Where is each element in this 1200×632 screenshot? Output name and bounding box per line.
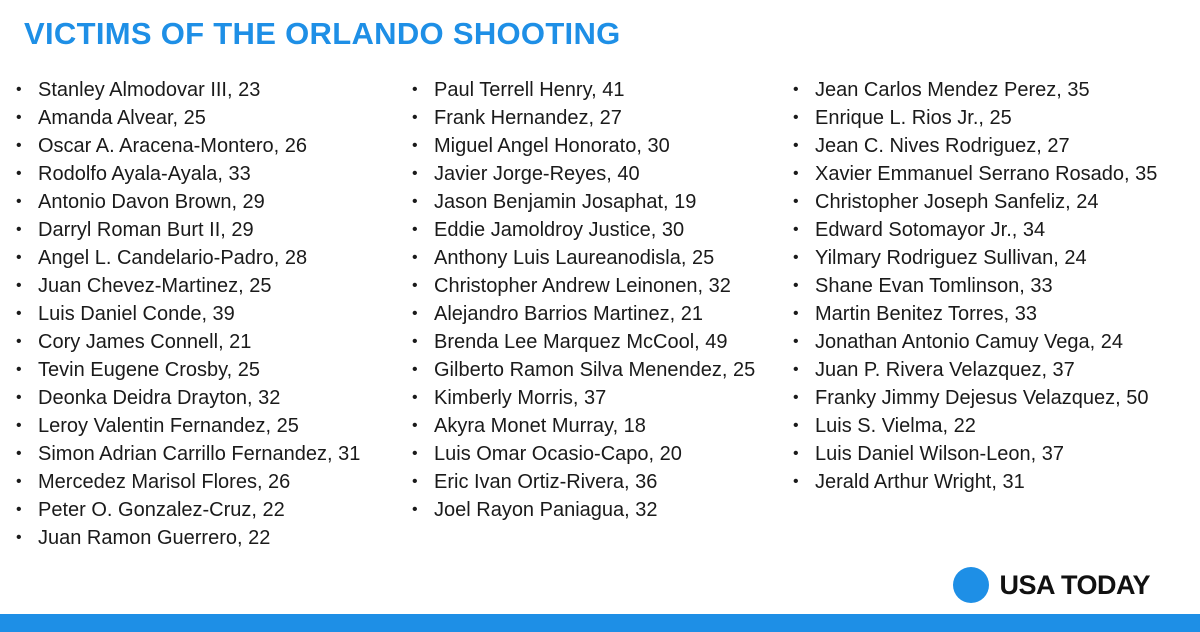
bullet-icon: • bbox=[412, 109, 418, 126]
victim-name: Mercedez Marisol Flores, 26 bbox=[38, 471, 291, 493]
list-item bbox=[787, 160, 1187, 188]
victim-name: Deonka Deidra Drayton, 32 bbox=[38, 387, 281, 409]
list-item bbox=[10, 160, 402, 188]
victim-name: Luis S. Vielma, 22 bbox=[815, 415, 976, 437]
victims-column-3 bbox=[787, 76, 1187, 496]
list-item bbox=[787, 440, 1187, 468]
list-item bbox=[406, 440, 782, 468]
list-item bbox=[406, 216, 782, 244]
bullet-icon: • bbox=[793, 417, 799, 434]
victim-name: Leroy Valentin Fernandez, 25 bbox=[38, 415, 299, 437]
usa-today-logo bbox=[953, 567, 1150, 603]
victim-name: Alejandro Barrios Martinez, 21 bbox=[434, 303, 704, 325]
bullet-icon: • bbox=[793, 333, 799, 350]
list-item bbox=[10, 468, 402, 496]
bullet-icon: • bbox=[16, 417, 22, 434]
list-item bbox=[10, 132, 402, 160]
list-item bbox=[406, 272, 782, 300]
bullet-icon: • bbox=[793, 193, 799, 210]
victim-name: Christopher Andrew Leinonen, 32 bbox=[434, 275, 731, 297]
victim-name: Luis Daniel Conde, 39 bbox=[38, 303, 235, 325]
victim-name: Christopher Joseph Sanfeliz, 24 bbox=[815, 191, 1099, 213]
victim-name: Tevin Eugene Crosby, 25 bbox=[38, 359, 260, 381]
list-item bbox=[10, 440, 402, 468]
bullet-icon: • bbox=[793, 389, 799, 406]
victim-name: Yilmary Rodriguez Sullivan, 24 bbox=[815, 247, 1087, 269]
list-item bbox=[10, 412, 402, 440]
bullet-icon: • bbox=[16, 445, 22, 462]
bullet-icon: • bbox=[16, 529, 22, 546]
list-item bbox=[406, 300, 782, 328]
victim-name: Miguel Angel Honorato, 30 bbox=[434, 135, 670, 157]
victim-name: Stanley Almodovar III, 23 bbox=[38, 79, 261, 101]
bullet-icon: • bbox=[16, 165, 22, 182]
bullet-icon: • bbox=[793, 445, 799, 462]
bullet-icon: • bbox=[412, 361, 418, 378]
list-item bbox=[10, 384, 402, 412]
bullet-icon: • bbox=[793, 473, 799, 490]
victim-name: Joel Rayon Paniagua, 32 bbox=[434, 499, 658, 521]
bullet-icon: • bbox=[16, 81, 22, 98]
victim-name: Eric Ivan Ortiz-Rivera, 36 bbox=[434, 471, 658, 493]
bullet-icon: • bbox=[16, 277, 22, 294]
bullet-icon: • bbox=[16, 333, 22, 350]
bullet-icon: • bbox=[16, 389, 22, 406]
bullet-icon: • bbox=[793, 249, 799, 266]
victim-name: Shane Evan Tomlinson, 33 bbox=[815, 275, 1053, 297]
list-item bbox=[787, 300, 1187, 328]
list-item bbox=[406, 160, 782, 188]
bullet-icon: • bbox=[412, 473, 418, 490]
victim-name: Jean C. Nives Rodriguez, 27 bbox=[815, 135, 1070, 157]
victim-name: Oscar A. Aracena-Montero, 26 bbox=[38, 135, 308, 157]
bullet-icon: • bbox=[16, 137, 22, 154]
list-item bbox=[10, 356, 402, 384]
list-item bbox=[406, 188, 782, 216]
bullet-icon: • bbox=[16, 501, 22, 518]
list-item bbox=[787, 468, 1187, 496]
list-item bbox=[787, 188, 1187, 216]
list-item bbox=[406, 104, 782, 132]
victim-name: Eddie Jamoldroy Justice, 30 bbox=[434, 219, 685, 241]
bullet-icon: • bbox=[793, 221, 799, 238]
list-item bbox=[406, 328, 782, 356]
victim-name: Javier Jorge-Reyes, 40 bbox=[434, 163, 640, 185]
victim-name: Gilberto Ramon Silva Menendez, 25 bbox=[434, 359, 756, 381]
list-item bbox=[10, 244, 402, 272]
bullet-icon: • bbox=[412, 81, 418, 98]
victim-name: Luis Omar Ocasio-Capo, 20 bbox=[434, 443, 682, 465]
list-item bbox=[10, 328, 402, 356]
victim-name: Angel L. Candelario-Padro, 28 bbox=[38, 247, 308, 269]
list-item bbox=[787, 132, 1187, 160]
victim-name: Jerald Arthur Wright, 31 bbox=[815, 471, 1025, 493]
bullet-icon: • bbox=[16, 109, 22, 126]
list-item bbox=[406, 244, 782, 272]
victim-name: Juan Ramon Guerrero, 22 bbox=[38, 527, 271, 549]
victim-name: Juan P. Rivera Velazquez, 37 bbox=[815, 359, 1075, 381]
bullet-icon: • bbox=[412, 221, 418, 238]
victim-name: Akyra Monet Murray, 18 bbox=[434, 415, 646, 437]
bullet-icon: • bbox=[793, 277, 799, 294]
list-item bbox=[406, 132, 782, 160]
bullet-icon: • bbox=[16, 305, 22, 322]
logo-dot-icon bbox=[953, 567, 989, 603]
list-item bbox=[787, 104, 1187, 132]
bullet-icon: • bbox=[412, 277, 418, 294]
victim-name: Anthony Luis Laureanodisla, 25 bbox=[434, 247, 715, 269]
bullet-icon: • bbox=[412, 305, 418, 322]
victim-name: Frank Hernandez, 27 bbox=[434, 107, 622, 129]
victim-name: Luis Daniel Wilson-Leon, 37 bbox=[815, 443, 1065, 465]
victims-column-2 bbox=[406, 76, 782, 524]
victim-name: Kimberly Morris, 37 bbox=[434, 387, 607, 409]
list-item bbox=[787, 384, 1187, 412]
list-item bbox=[10, 300, 402, 328]
victim-name: Antonio Davon Brown, 29 bbox=[38, 191, 265, 213]
list-item bbox=[10, 76, 402, 104]
bullet-icon: • bbox=[793, 109, 799, 126]
victim-name: Cory James Connell, 21 bbox=[38, 331, 252, 353]
footer-bar bbox=[0, 614, 1200, 632]
list-item bbox=[406, 496, 782, 524]
list-item bbox=[787, 76, 1187, 104]
bullet-icon: • bbox=[793, 305, 799, 322]
victim-name: Rodolfo Ayala-Ayala, 33 bbox=[38, 163, 251, 185]
bullet-icon: • bbox=[412, 389, 418, 406]
victim-name: Darryl Roman Burt II, 29 bbox=[38, 219, 254, 241]
list-item bbox=[787, 244, 1187, 272]
list-item bbox=[787, 328, 1187, 356]
list-item bbox=[787, 412, 1187, 440]
bullet-icon: • bbox=[412, 333, 418, 350]
list-item bbox=[406, 468, 782, 496]
victim-name: Juan Chevez-Martinez, 25 bbox=[38, 275, 272, 297]
list-item bbox=[406, 412, 782, 440]
victim-name: Paul Terrell Henry, 41 bbox=[434, 79, 625, 101]
list-item bbox=[406, 76, 782, 104]
page-title: VICTIMS OF THE ORLANDO SHOOTING bbox=[24, 16, 621, 51]
victims-column-1 bbox=[10, 76, 402, 552]
list-item bbox=[10, 188, 402, 216]
list-item bbox=[10, 524, 402, 552]
victim-name: Martin Benitez Torres, 33 bbox=[815, 303, 1037, 325]
victim-name: Jason Benjamin Josaphat, 19 bbox=[434, 191, 697, 213]
victim-name: Jonathan Antonio Camuy Vega, 24 bbox=[815, 331, 1124, 353]
victim-name: Peter O. Gonzalez-Cruz, 22 bbox=[38, 499, 285, 521]
bullet-icon: • bbox=[16, 221, 22, 238]
bullet-icon: • bbox=[412, 417, 418, 434]
list-item bbox=[787, 356, 1187, 384]
bullet-icon: • bbox=[412, 445, 418, 462]
bullet-icon: • bbox=[412, 137, 418, 154]
victim-name: Edward Sotomayor Jr., 34 bbox=[815, 219, 1046, 241]
list-item bbox=[10, 104, 402, 132]
bullet-icon: • bbox=[412, 193, 418, 210]
bullet-icon: • bbox=[793, 165, 799, 182]
list-item bbox=[10, 272, 402, 300]
list-item bbox=[406, 356, 782, 384]
victim-name: Brenda Lee Marquez McCool, 49 bbox=[434, 331, 728, 353]
bullet-icon: • bbox=[16, 361, 22, 378]
bullet-icon: • bbox=[793, 81, 799, 98]
list-item bbox=[406, 384, 782, 412]
list-item bbox=[10, 496, 402, 524]
victim-name: Franky Jimmy Dejesus Velazquez, 50 bbox=[815, 387, 1149, 409]
bullet-icon: • bbox=[412, 501, 418, 518]
victim-name: Amanda Alvear, 25 bbox=[38, 107, 206, 129]
bullet-icon: • bbox=[16, 249, 22, 266]
bullet-icon: • bbox=[793, 361, 799, 378]
list-item bbox=[787, 216, 1187, 244]
victim-name: Jean Carlos Mendez Perez, 35 bbox=[815, 79, 1090, 101]
victim-name: Xavier Emmanuel Serrano Rosado, 35 bbox=[815, 163, 1158, 185]
bullet-icon: • bbox=[412, 165, 418, 182]
list-item bbox=[10, 216, 402, 244]
victim-name: Simon Adrian Carrillo Fernandez, 31 bbox=[38, 443, 361, 465]
bullet-icon: • bbox=[16, 193, 22, 210]
bullet-icon: • bbox=[793, 137, 799, 154]
logo-wordmark: USA TODAY bbox=[999, 569, 1150, 600]
bullet-icon: • bbox=[16, 473, 22, 490]
bullet-icon: • bbox=[412, 249, 418, 266]
victim-name: Enrique L. Rios Jr., 25 bbox=[815, 107, 1012, 129]
list-item bbox=[787, 272, 1187, 300]
